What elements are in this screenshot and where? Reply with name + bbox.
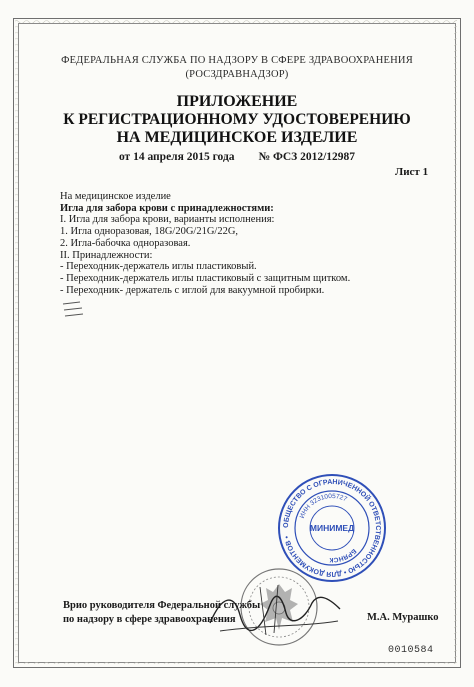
agency-abbreviation: (РОСЗДРАВНАДЗОР) — [185, 69, 289, 80]
stamp-ring-text: ОБЩЕСТВО С ОГРАНИЧЕННОЙ ОТВЕТСТВЕННОСТЬЮ • ДЛЯ ДОКУМЕНТОВ • — [282, 478, 382, 578]
pen-mark — [60, 300, 86, 320]
certificate-number: № ФСЗ 2012/12987 — [258, 151, 356, 163]
body-line: II. Принадлежности: — [60, 249, 153, 261]
stamp-center-text: МИНИМЕД — [309, 523, 355, 533]
svg-text:ИНН 3231005727 — [299, 493, 349, 520]
body-line: 1. Игла одноразовая, 18G/20G/21G/22G, — [60, 226, 239, 238]
form-serial-number: 0010584 — [388, 645, 434, 656]
document-body — [60, 191, 420, 296]
body-line: I. Игла для забора крови, варианты исполнения: — [60, 214, 275, 226]
body-line: - Переходник-держатель иглы пластиковый с защитным щитком. — [60, 272, 351, 284]
document-title: ПРИЛОЖЕНИЕ — [176, 93, 298, 110]
stamp-city-text: БРЯНСК — [329, 547, 358, 564]
certificate-line — [0, 151, 474, 163]
signatory-position-line1: Врио руководителя Федеральной службы — [63, 600, 261, 611]
stamp-inn-text: ИНН 3231005727 — [298, 492, 349, 520]
body-intro: На медицинское изделие — [60, 191, 171, 202]
signatory-position — [63, 599, 260, 627]
sheet-number: Лист 1 — [395, 166, 429, 178]
certificate-date: от 14 апреля 2015 года — [118, 151, 235, 163]
document-subtitle-line1: К РЕГИСТРАЦИОННОМУ УДОСТОВЕРЕНИЮ — [63, 111, 411, 128]
body-line: - Переходник- держатель с иглой для вакуумной пробирки. — [60, 284, 325, 296]
agency-name: ФЕДЕРАЛЬНАЯ СЛУЖБА ПО НАДЗОРУ В СФЕРЕ ЗДРАВООХРАНЕНИЯ — [61, 55, 413, 66]
body-line: 2. Игла-бабочка одноразовая. — [60, 237, 191, 249]
signatory-position-line2: по надзору в сфере здравоохранения — [63, 614, 236, 625]
body-line: - Переходник-держатель иглы пластиковый. — [60, 261, 257, 273]
document-subtitle-line2: НА МЕДИЦИНСКОЕ ИЗДЕЛИЕ — [116, 129, 358, 146]
signatory-name: М.А. Мурашко — [367, 612, 439, 623]
product-name: Игла для забора крови с принадлежностями: — [60, 202, 274, 214]
